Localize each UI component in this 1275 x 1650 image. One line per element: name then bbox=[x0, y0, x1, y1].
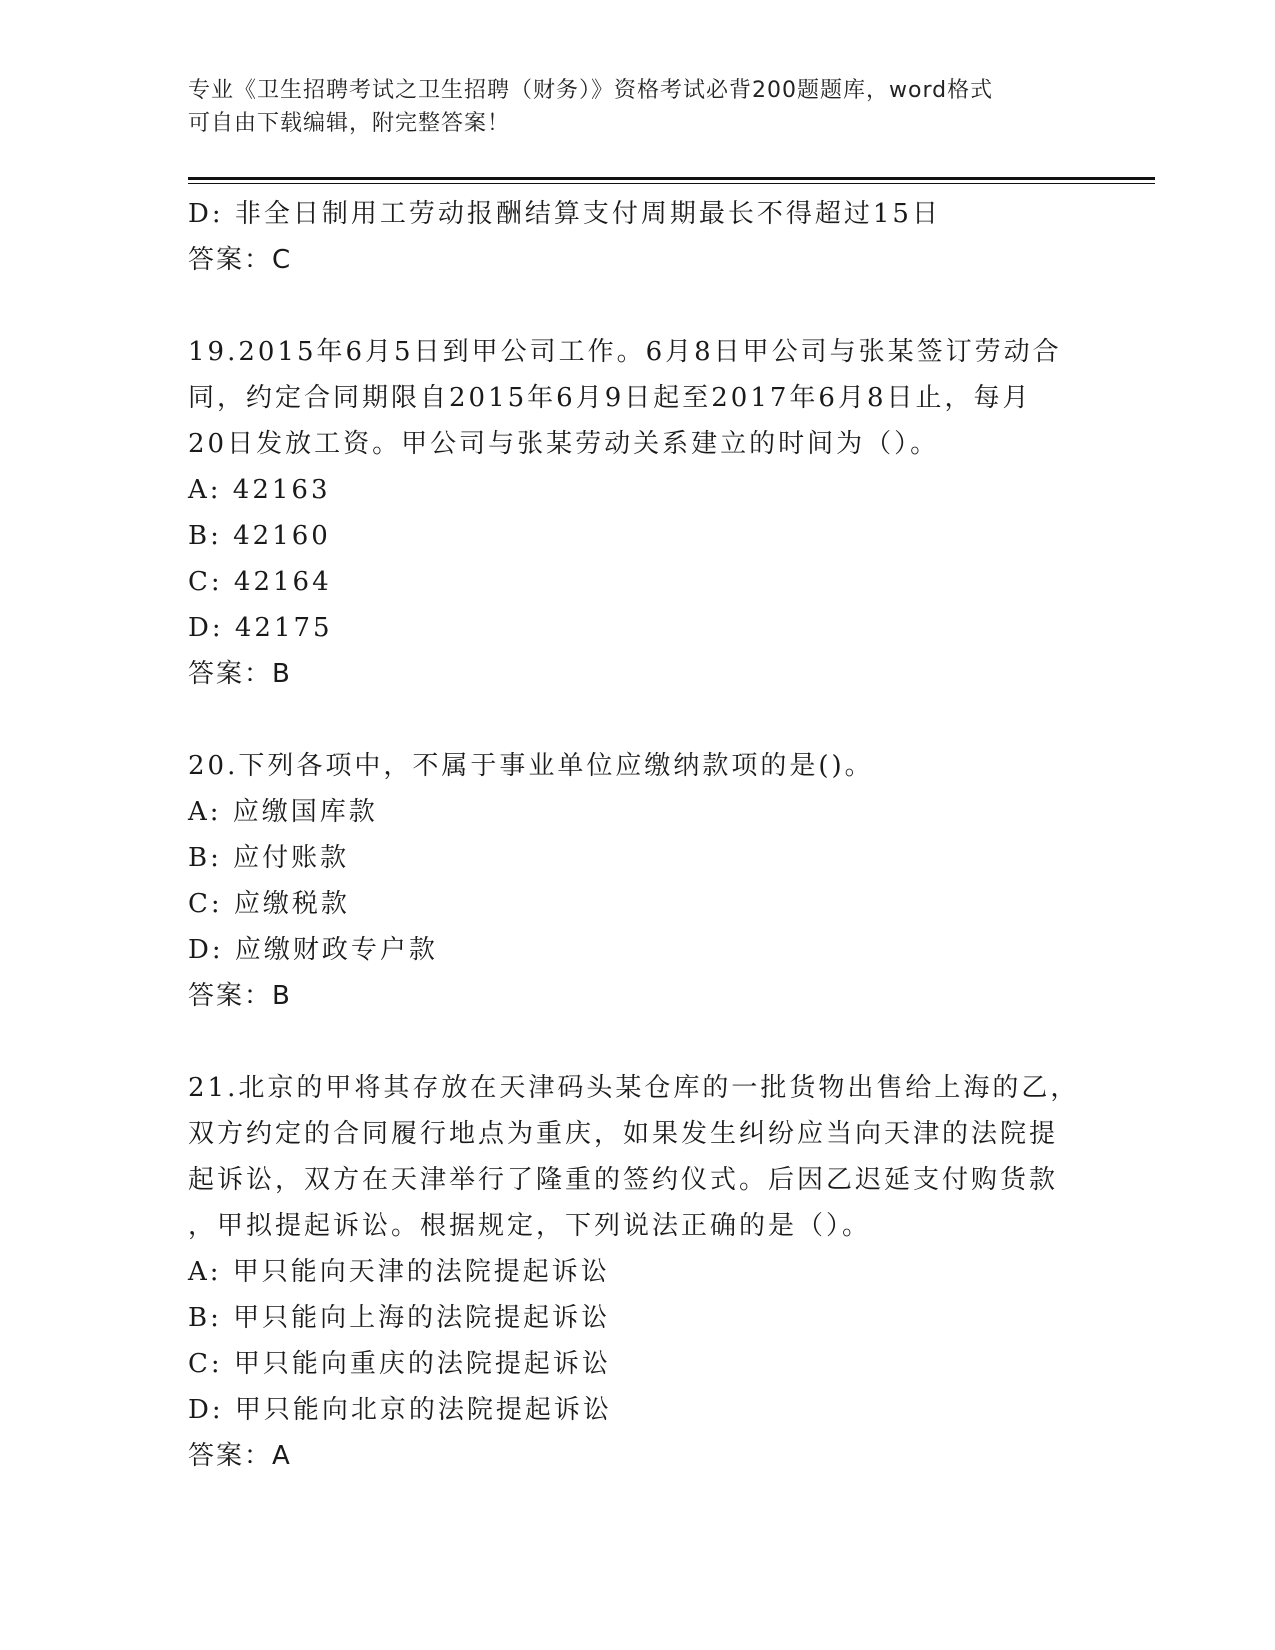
header-rule-thin bbox=[188, 183, 1155, 184]
answer: 答案：A bbox=[188, 1441, 292, 1471]
header-line-1: 专业《卫生招聘考试之卫生招聘（财务）》资格考试必背200题题库，word格式 bbox=[188, 78, 994, 103]
option-b: B: 42160 bbox=[188, 521, 331, 551]
option-d: D: 应缴财政专户款 bbox=[188, 935, 438, 965]
option-c: C: 应缴税款 bbox=[188, 889, 350, 919]
question-19 bbox=[188, 329, 1088, 697]
question-stem-line: 起诉讼，双方在天津举行了隆重的签约仪式。后因乙迟延支付购货款 bbox=[188, 1165, 1059, 1195]
question-stem-line: ，甲拟提起诉讼。根据规定，下列说法正确的是（）。 bbox=[188, 1211, 872, 1241]
answer: 答案：B bbox=[188, 981, 292, 1011]
question-21 bbox=[188, 1065, 1088, 1479]
document-header bbox=[188, 74, 1088, 140]
option-c: C: 甲只能向重庆的法院提起诉讼 bbox=[188, 1349, 611, 1379]
option-b: B: 应付账款 bbox=[188, 843, 350, 873]
option-d: D: 42175 bbox=[188, 613, 333, 643]
option-c: C: 42164 bbox=[188, 567, 332, 597]
question-stem-line: 19.2015年6月5日到甲公司工作。6月8日甲公司与张某签订劳动合 bbox=[188, 337, 1062, 367]
option-d: D: 甲只能向北京的法院提起诉讼 bbox=[188, 1395, 612, 1425]
header-rule-thick bbox=[188, 177, 1155, 180]
question-stem-line: 同，约定合同期限自2015年6月9日起至2017年6月8日止，每月 bbox=[188, 383, 1032, 413]
question-content bbox=[188, 191, 1088, 1479]
option-a: A: 42163 bbox=[188, 475, 331, 505]
question-stem-line: 20日发放工资。甲公司与张某劳动关系建立的时间为（）。 bbox=[188, 429, 940, 459]
prev-answer: 答案：C bbox=[188, 245, 293, 275]
answer: 答案：B bbox=[188, 659, 292, 689]
option-a: A: 应缴国库款 bbox=[188, 797, 378, 827]
option-a: A: 甲只能向天津的法院提起诉讼 bbox=[188, 1257, 610, 1287]
question-20 bbox=[188, 743, 1088, 1019]
option-b: B: 甲只能向上海的法院提起诉讼 bbox=[188, 1303, 611, 1333]
prev-option-d: D: 非全日制用工劳动报酬结算支付周期最长不得超过15日 bbox=[188, 199, 941, 229]
question-stem-line: 双方约定的合同履行地点为重庆，如果发生纠纷应当向天津的法院提 bbox=[188, 1119, 1059, 1149]
question-stem-line: 20.下列各项中，不属于事业单位应缴纳款项的是()。 bbox=[188, 751, 874, 781]
header-line-2: 可自由下载编辑，附完整答案！ bbox=[188, 111, 511, 136]
question-stem-line: 21.北京的甲将其存放在天津码头某仓库的一批货物出售给上海的乙， bbox=[188, 1073, 1080, 1103]
